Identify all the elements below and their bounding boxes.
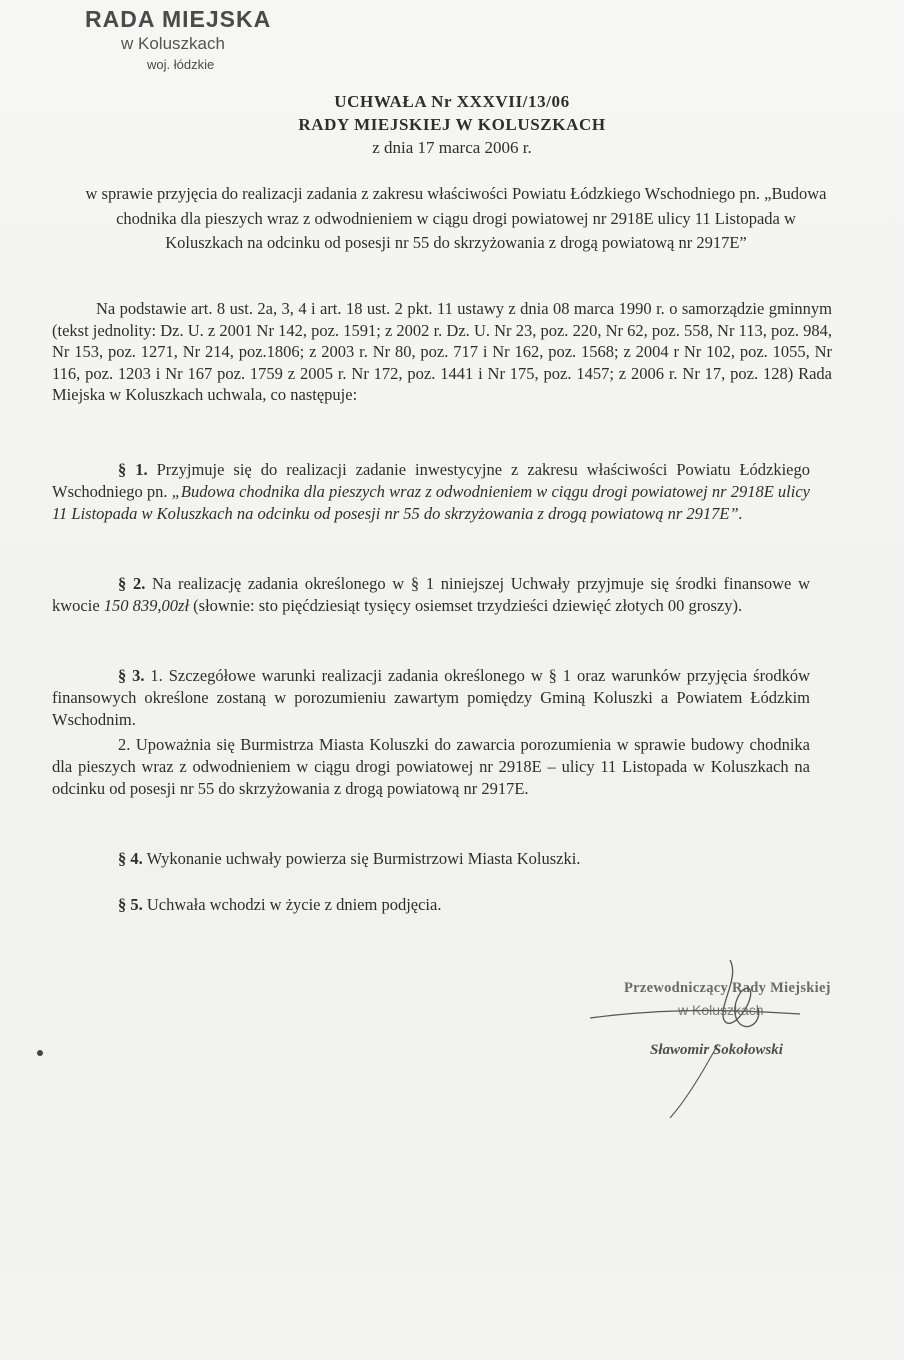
section-1	[52, 459, 810, 525]
section-3-item-1	[52, 665, 810, 731]
stamp-line-2: w Koluszkach	[121, 34, 225, 53]
resolution-subject: w sprawie przyjęcia do realizacji zadania z zakresu właściwości Powiatu Łódzkiego Wschodniego pn. „Budowa chodnika dla pieszych wraz z odwodnieniem w ciągu drogi powiatowej nr 2918E ulicy 11 Listopada w Koluszkach na odcinku od posesji nr 55 do skrzyżowania z drogą powiatową nr 2917E”	[85, 184, 827, 252]
resolution-number: UCHWAŁA Nr XXXVII/13/06	[334, 92, 570, 111]
signatory-title: Przewodniczący Rady Miejskiej	[624, 980, 831, 996]
section-3-mark: § 3.	[118, 666, 145, 685]
section-1-task-name: „Budowa chodnika dla pieszych wraz z odwodnieniem w ciągu drogi powiatowej nr 2918E ulicy 11 Listopada w Koluszkach na odcinku od posesji nr 55 do skrzyżowania z drogą powiatową nr 2917E”.	[52, 482, 811, 523]
section-3-item-1-text: 1. Szczegółowe warunki realizacji zadania określonego w § 1 oraz warunków przyjęcia środków finansowych określone zostaną w porozumieniu zawartym pomiędzy Gminą Koluszki a Powiatem Łódzkim Wschodnim.	[52, 666, 810, 729]
section-1-text: Przyjmuje się do realizacji zadanie inwestycyjne z zakresu właściwości Powiatu Łódzkiego Wschodniego pn.	[52, 460, 811, 501]
resolution-date: z dnia 17 marca 2006 r.	[372, 138, 532, 157]
legal-basis: Na podstawie art. 8 ust. 2a, 3, 4 i art. 18 ust. 2 pkt. 11 ustawy z dnia 08 marca 1990 r. o samorządzie gminnym (tekst jednolity: Dz. U. z 2001 Nr 142, poz. 1591; z 2002 r. Dz. U. Nr 23, poz. 220, Nr 62, poz. 558, Nr 113, poz. 984, Nr 153, poz. 1271, Nr 214, poz.1806; z 2003 r. Nr 80, poz. 717 i Nr 162, poz. 1568; z 2004 r Nr 102, poz. 1055, Nr 116, poz. 1203 i Nr 167 poz. 1759 z 2005 r. Nr 172, poz. 1441 i Nr 175, poz. 1457; z 2006 r. Nr 17, poz. 128) Rada Miejska w Koluszkach uchwala, co następuje:	[52, 299, 832, 404]
section-5-text: Uchwała wchodzi w życie z dniem podjęcia.	[142, 895, 442, 914]
section-5-mark: § 5.	[118, 895, 143, 914]
stamp-line-1: RADA MIEJSKA	[85, 6, 272, 32]
margin-dot	[37, 1050, 43, 1056]
handwritten-signature	[590, 960, 890, 1120]
section-4	[52, 848, 810, 870]
section-2-text-after: (słownie: sto pięćdziesiąt tysięcy osiemset trzydzieści dziewięć złotych 00 groszy).	[189, 596, 743, 615]
signature-block	[590, 960, 890, 1120]
section-3-item-2: 2. Upoważnia się Burmistrza Miasta Koluszki do zawarcia porozumienia w sprawie budowy chodnika dla pieszych wraz z odwodnieniem w ciągu drogi powiatowej nr 2918E – ulicy 11 Listopada w Koluszkach na odcinku od posesji nr 55 do skrzyżowania z drogą powiatową nr 2917E.	[52, 735, 810, 798]
signatory-place: w Koluszkach	[678, 1002, 764, 1018]
section-2-amount: 150 839,00zł	[103, 596, 190, 615]
issuing-body: RADY MIEJSKIEJ W KOLUSZKACH	[298, 115, 606, 134]
section-4-mark: § 4.	[118, 849, 143, 868]
signatory-name: Sławomir Sokołowski	[650, 1042, 783, 1058]
section-2-text-before: Na realizację zadania określonego w § 1 niniejszej Uchwały przyjmuje się środki finansowe w kwocie	[52, 574, 810, 615]
section-5	[52, 894, 810, 916]
council-stamp	[85, 6, 305, 72]
section-2-mark: § 2.	[118, 574, 146, 593]
section-4-text: Wykonanie uchwały powierza się Burmistrzowi Miasta Koluszki.	[142, 849, 581, 868]
section-1-mark: § 1.	[118, 460, 148, 479]
stamp-line-3: woj. łódzkie	[147, 57, 215, 72]
section-2	[52, 573, 810, 617]
